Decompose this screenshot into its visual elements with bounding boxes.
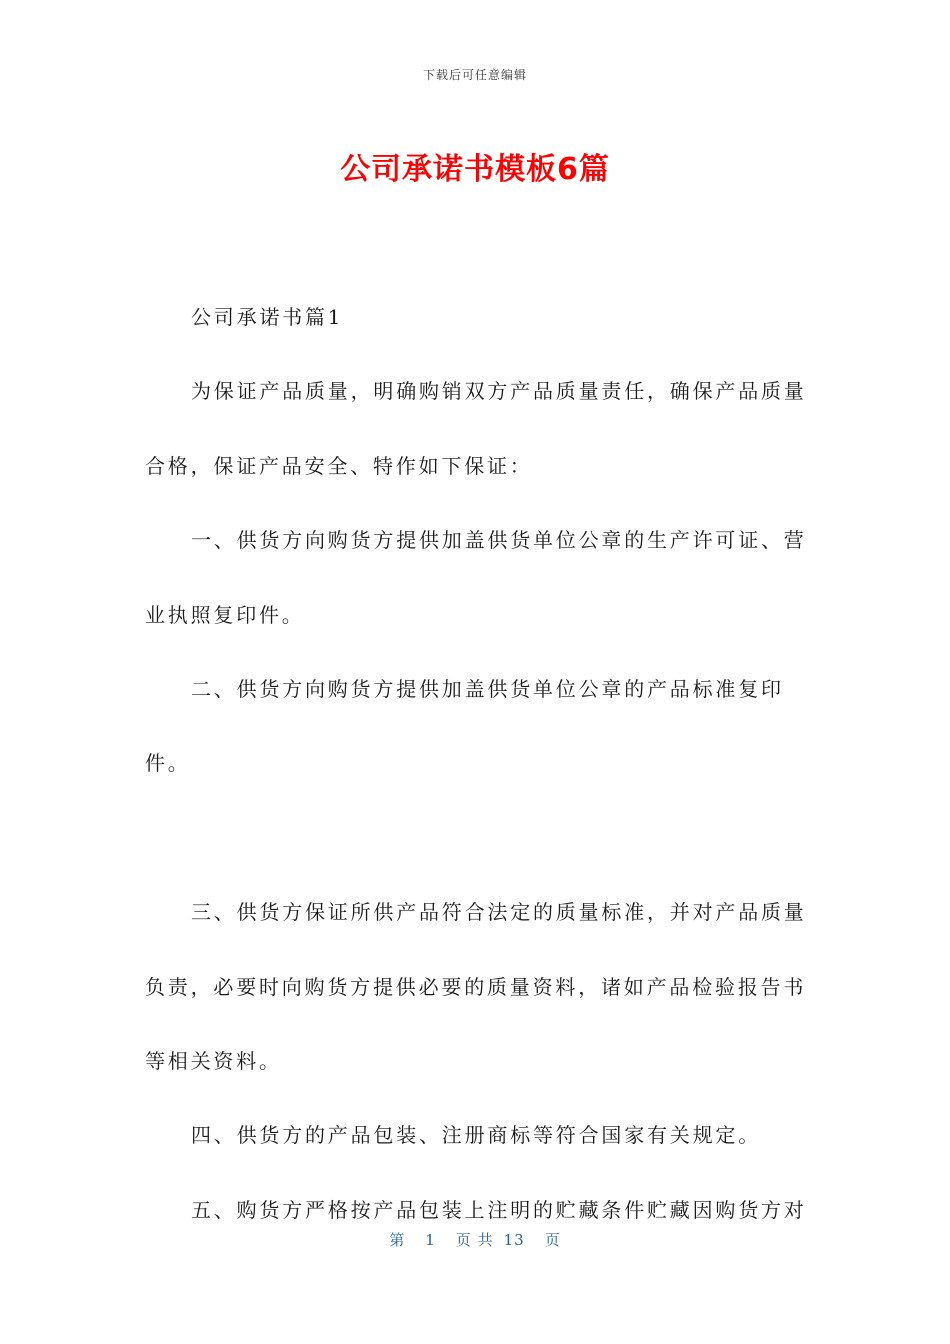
section-heading: 公司承诺书篇1 [191, 305, 344, 329]
header-note: 下载后可任意编辑 [422, 68, 527, 82]
paragraph-item-1: 一、供货方向购货方提供加盖供货单位公章的生产许可证、营业执照复印件。 [145, 528, 807, 627]
footer-current-page: 1 [425, 1231, 436, 1249]
footer-page-middle: 页 共 [455, 1231, 494, 1249]
page-footer [0, 1229, 950, 1250]
footer-page-suffix: 页 [544, 1231, 561, 1249]
footer-page-prefix: 第 [389, 1231, 406, 1249]
paragraph-item-5: 五、购货方严格按产品包装上注明的贮藏条件贮藏因购货方对 [191, 1197, 807, 1222]
paragraph-item-4: 四、供货方的产品包装、注册商标等符合国家有关规定。 [191, 1123, 761, 1148]
paragraph-intro: 为保证产品质量，明确购销双方产品质量责任，确保产品质量合格，保证产品安全、特作如下保证： [145, 379, 807, 478]
footer-total-pages: 13 [503, 1231, 525, 1249]
document-title: 公司承诺书模板6篇 [340, 152, 610, 187]
paragraph-item-3: 三、供货方保证所供产品符合法定的质量标准，并对产品质量负责，必要时向购货方提供必要的质量资料，诸如产品检验报告书等相关资料。 [145, 900, 807, 1074]
document-body [145, 280, 813, 1247]
paragraph-item-2: 二、供货方向购货方提供加盖供货单位公章的产品标准复印件。 [145, 677, 784, 776]
